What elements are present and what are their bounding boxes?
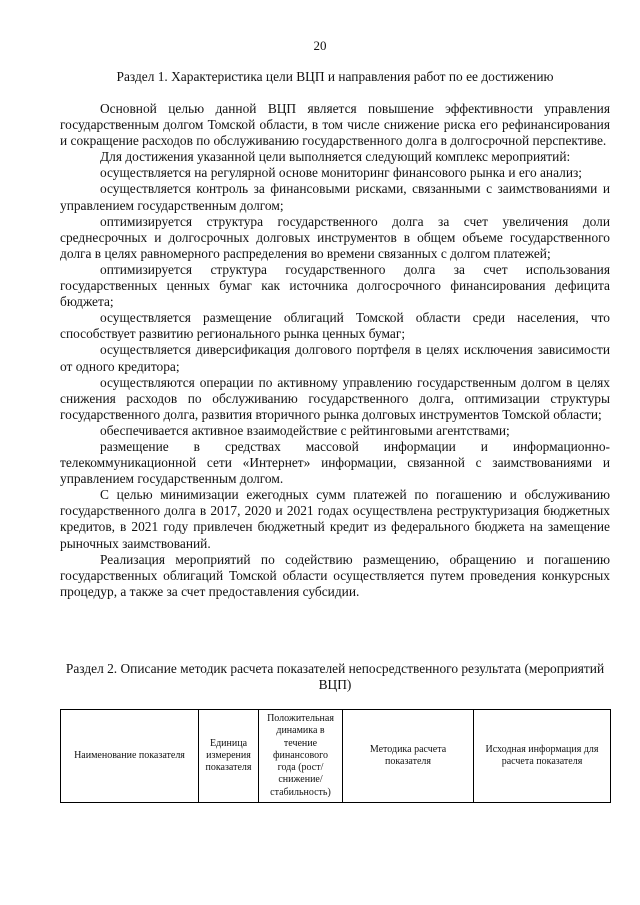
paragraph-goal: Основной целью данной ВЦП является повышение эффективности управления государственным долгом Томской области, в том числе снижение риска его рефинансирования и сокращение расходов по обслуживанию государственного долга в долгосрочной перспективе. [60,101,610,149]
header-indicator-name: Наименование показателя [61,710,199,803]
table-header-row [61,710,611,803]
section-2-heading: Раздел 2. Описание методик расчета показателей непосредственного результата (мероприятий ВЦП) [65,661,605,692]
header-dynamics: Положительная динамика в течение финансового года (рост/ снижение/ стабильность) [259,710,343,803]
section-1-heading: Раздел 1. Характеристика цели ВЦП и направления работ по ее достижению [116,69,554,84]
paragraph-measures-intro: Для достижения указанной цели выполняется следующий комплекс мероприятий: [100,149,571,165]
paragraph-debt-structure-securities: оптимизируется структура государственного долга за счет использования государственных ценных бумаг как источника долгосрочного финансирования дефицита бюджета; [60,261,610,310]
header-unit: Единица измерения показателя [199,710,259,803]
paragraph-active-management: осуществляются операции по активному управлению государственным долгом в целях снижения расходов по обслуживанию государственного долга, оптимизации структуры государственного долга, развития вторичного рынка долговых инструментов Томской области; [60,374,610,422]
paragraph-restructuring: С целью минимизации ежегодных сумм платежей по погашению и обслуживанию государственного долга в 2017, 2020 и 2021 годах осуществлена реструктуризация бюджетных кредитов, в 2021 году привлечен бюджетный кредит из федерального бюджета на замещение рыночных заимствований. [60,487,610,551]
header-method: Методика расчета показателя [343,710,474,803]
paragraph-rating-agencies: обеспечивается активное взаимодействие с рейтинговыми агентствами; [100,422,510,438]
section-1-body [60,101,610,600]
paragraph-diversification: осуществляется диверсификация долгового портфеля в целях исключения зависимости от одного кредитора; [60,342,610,374]
page-number: 20 [313,38,327,53]
indicators-table-wrap [60,709,610,803]
header-source-info: Исходная информация для расчета показателя [474,710,611,803]
indicators-table [60,709,611,803]
paragraph-media-publication: размещение в средствах массовой информации и информационно-телекоммуникационной сети «Интернет» информации, связанной с заимствованиями и управлением государственным долгом. [60,438,610,487]
paragraph-bonds-procedures: Реализация мероприятий по содействию размещению, обращению и погашению государственных облигаций Томской области осуществляется путем проведения конкурсных процедур, а также за счет предоставления субсидии. [60,551,610,599]
paragraph-risk-control: осуществляется контроль за финансовыми рисками, связанными с заимствованиями и управлением государственным долгом; [60,181,610,213]
paragraph-bonds-placement: осуществляется размещение облигаций Томской области среди населения, что способствует развитию регионального рынка ценных бумаг; [60,310,610,342]
paragraph-debt-structure-terms: оптимизируется структура государственного долга за счет увеличения доли среднесрочных и долгосрочных долговых инструментов в общем объеме государственного долга в целях равномерного распределения во времени связанных с долгом платежей; [60,213,610,261]
paragraph-market-monitoring: осуществляется на регулярной основе мониторинг финансового рынка и его анализ; [100,165,583,181]
